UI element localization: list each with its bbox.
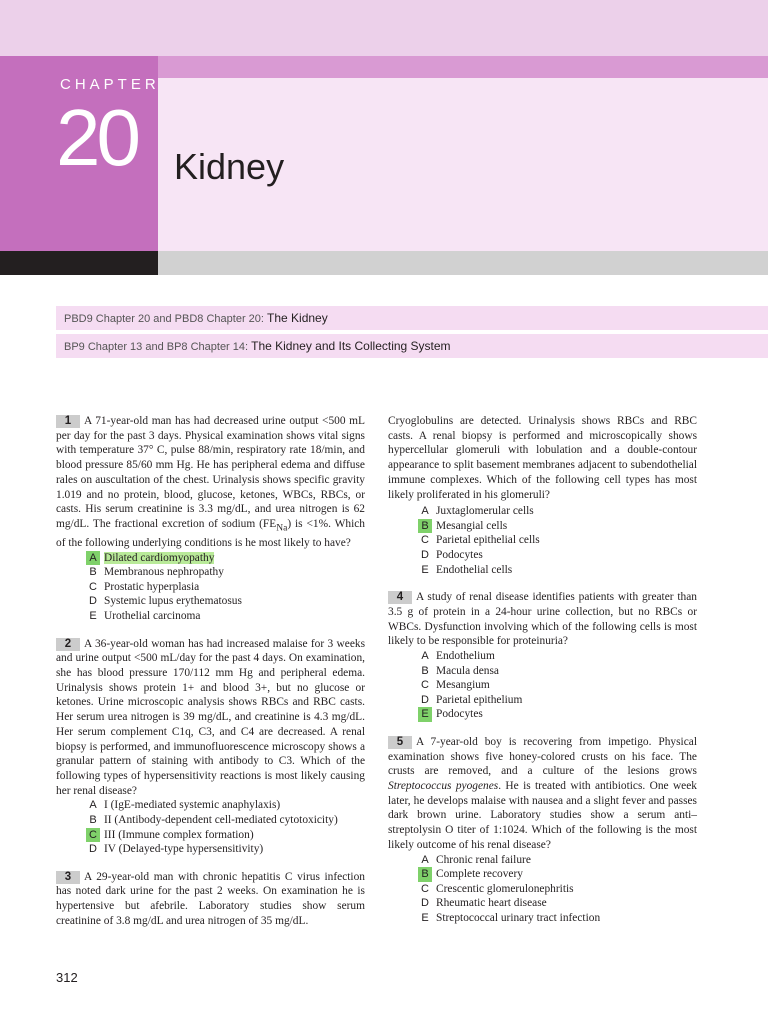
option-text: Dilated cardiomyopathy	[104, 551, 215, 564]
option-letter: D	[421, 897, 429, 910]
option-text: Macula densa	[436, 664, 499, 677]
dark-bar	[0, 251, 158, 275]
option-text: Parietal epithelial cells	[436, 534, 540, 547]
option-letter: E	[89, 609, 97, 622]
answer-option[interactable]	[418, 533, 697, 548]
option-text: Mesangium	[436, 679, 490, 692]
option-letter: E	[421, 911, 429, 924]
reference-book: BP9 Chapter 13 and BP8 Chapter 14:	[64, 341, 252, 353]
answer-options	[418, 504, 697, 577]
left-column	[56, 414, 365, 929]
question-number: 2	[56, 638, 80, 651]
option-text: Juxtaglomerular cells	[436, 505, 534, 518]
answer-option[interactable]	[418, 649, 697, 664]
option-letter: D	[421, 693, 429, 706]
question-text: A 7-year-old boy is recovering from impetigo. Physical examination shows five honey-colored crusts on his face. The crusts are removed, and a culture of the lesions grows Streptococcus pyogenes. He is treated with antibiotics. One week later, he develops malaise with nausea and a slight fever and passes dark brown urine. Laboratory studies show a serum anti–streptolysin O titer of 1:1024. Which of the following is the most likely outcome of his renal disease?	[388, 735, 697, 851]
option-text: Prostatic hyperplasia	[104, 580, 200, 593]
answer-option[interactable]	[418, 548, 697, 563]
option-letter: B	[421, 664, 429, 677]
option-letter: D	[421, 549, 429, 561]
question-continuation: Cryoglobulins are detected. Urinalysis shows RBCs and RBC casts. A renal biopsy is performed and microscopically shows hypercellular glomeruli with lobulation and a double-contour appearance to split basement membranes adjacent to subendothelial immune complexes. Which of the following cell types has most likely proliferated in his glomeruli?	[388, 415, 697, 501]
answer-option[interactable]	[418, 664, 697, 679]
question-text: A study of renal disease identifies patients with greater than 3.5 g of protein in a 24-hour urine collection, but no RBCs or WBCs. Dysfunction involving which of the following cells is most likely to be responsible for proteinuria?	[388, 591, 697, 648]
option-text: Parietal epithelium	[436, 693, 523, 706]
option-text: Crescentic glomerulonephritis	[436, 882, 574, 895]
answer-option[interactable]	[418, 853, 697, 868]
option-letter: B	[89, 566, 97, 579]
option-text: Streptococcal urinary tract infection	[436, 911, 601, 924]
option-letter: A	[421, 853, 429, 866]
option-letter: C	[89, 580, 97, 593]
question-stem	[388, 735, 697, 853]
answer-option[interactable]	[86, 609, 365, 624]
option-letter: C	[86, 828, 100, 843]
question-number: 1	[56, 415, 80, 428]
answer-option[interactable]	[418, 693, 697, 708]
answer-option[interactable]	[418, 678, 697, 693]
option-letter: C	[421, 534, 429, 547]
answer-option[interactable]	[418, 896, 697, 911]
answer-options	[86, 551, 365, 624]
question-4	[388, 590, 697, 722]
option-letter: D	[89, 595, 97, 608]
option-text: Endothelial cells	[436, 563, 513, 576]
option-letter: D	[89, 843, 97, 856]
answer-option[interactable]	[86, 594, 365, 609]
answer-options	[418, 649, 697, 722]
reference-book: PBD9 Chapter 20 and PBD8 Chapter 20:	[64, 313, 268, 325]
option-text: Podocytes	[436, 549, 483, 561]
chapter-label: CHAPTER	[60, 76, 160, 93]
option-letter: C	[421, 679, 429, 692]
option-text: Urothelial carcinoma	[104, 609, 201, 622]
question-1	[56, 414, 365, 624]
option-text: Endothelium	[436, 650, 495, 662]
option-letter: B	[418, 519, 432, 534]
question-number: 4	[388, 591, 412, 604]
option-text: Mesangial cells	[436, 519, 508, 532]
question-number: 3	[56, 871, 80, 884]
option-text: Complete recovery	[436, 868, 523, 881]
option-text: I (IgE-mediated systemic anaphylaxis)	[104, 799, 281, 812]
question-stem	[56, 414, 365, 551]
question-3	[56, 870, 365, 929]
top-band	[0, 0, 768, 56]
answer-option[interactable]	[86, 813, 365, 828]
question-text: A 71-year-old man has had decreased urine output <500 mL per day for the past 3 days. Physical examination shows vital signs with temperature 37° C, pulse 88/min, respiratory rate 18/min, and blood pressure 85/60 mm Hg. He has peripheral edema and diffuse rales on auscultation of the chest. Urinalysis shows specific gravity 1.019 and no protein, blood, glucose, ketones, WBCs, RBCs, or casts. His serum creatinine is 3.3 mg/dL, and urea nitrogen is 62 mg/dL. The fractional excretion of sodium $(FE_{Na})$ is <1%. Which of the following underlying conditions is he most likely to have?	[56, 415, 365, 549]
reference-title: The Kidney	[267, 311, 328, 325]
question-5	[388, 735, 697, 926]
answer-option[interactable]	[86, 842, 365, 857]
answer-option[interactable]	[86, 798, 365, 813]
question-number: 5	[388, 736, 412, 749]
question-text: A 29-year-old man with chronic hepatitis C virus infection has noted dark urine for the past 2 weeks. On examination he is hypertensive but afebrile. Laboratory studies show serum creatinine of 3.8 mg/dL and urea nitrogen of 35 mg/dL.	[56, 870, 365, 927]
answer-option[interactable]	[418, 519, 697, 534]
option-letter: B	[418, 867, 432, 882]
option-letter: C	[421, 882, 429, 895]
right-column	[388, 414, 697, 939]
answer-options	[418, 853, 697, 926]
option-letter: A	[421, 650, 429, 662]
option-letter: E	[418, 707, 432, 722]
answer-option[interactable]	[86, 828, 365, 843]
header-stripe	[158, 56, 768, 78]
answer-option[interactable]	[418, 707, 697, 722]
question-stem	[388, 590, 697, 649]
reference-title: The Kidney and Its Collecting System	[251, 339, 451, 353]
question-stem	[56, 870, 365, 929]
answer-option[interactable]	[418, 867, 697, 882]
grey-bar	[158, 251, 768, 275]
answer-option[interactable]	[418, 882, 697, 897]
option-letter: E	[421, 563, 429, 576]
option-text: Rheumatic heart disease	[436, 897, 547, 910]
option-text: Systemic lupus erythematosus	[104, 595, 242, 608]
question-text: A 36-year-old woman has had increased malaise for 3 weeks and urine output <500 mL/day for the past 4 days. On examination, she has blood pressure 170/112 mm Hg and peripheral edema. Urinalysis shows protein 1+ and blood 3+, but no glucose or ketones. Urine microscopic analysis shows RBCs and RBC casts. Her serum urea nitrogen is 39 mg/dL, and creatinine is 4.3 mg/dL. Her serum complement C1q, C3, and C4 are decreased. A renal biopsy is performed, and immunofluorescence microscopy shows a granular pattern of staining with antibody to C3. Which of the following types of hypersensitivity reactions is most likely causing her renal disease?	[56, 637, 365, 797]
reference-line-2	[56, 334, 768, 358]
option-letter: A	[86, 551, 100, 566]
question-stem	[56, 637, 365, 799]
option-text: Podocytes	[436, 708, 483, 721]
answer-option[interactable]	[86, 580, 365, 595]
option-text: III (Immune complex formation)	[104, 828, 254, 841]
option-text: II (Antibody-dependent cell-mediated cytotoxicity)	[104, 813, 338, 826]
option-text: IV (Delayed-type hypersensitivity)	[104, 843, 264, 856]
answer-option[interactable]	[86, 565, 365, 580]
answer-option[interactable]	[418, 911, 697, 926]
answer-option[interactable]	[418, 563, 697, 578]
answer-option[interactable]	[86, 551, 365, 566]
option-letter: A	[421, 505, 429, 518]
answer-option[interactable]	[418, 504, 697, 519]
option-text: Chronic renal failure	[436, 853, 531, 866]
option-text: Membranous nephropathy	[104, 566, 224, 579]
page-number: 312	[56, 970, 78, 985]
question-2	[56, 637, 365, 857]
reference-line-1	[56, 306, 768, 330]
chapter-title: Kidney	[174, 146, 285, 187]
chapter-number: 20	[56, 93, 137, 182]
option-letter: B	[89, 813, 97, 826]
answer-options	[86, 798, 365, 856]
option-letter: A	[89, 799, 97, 812]
